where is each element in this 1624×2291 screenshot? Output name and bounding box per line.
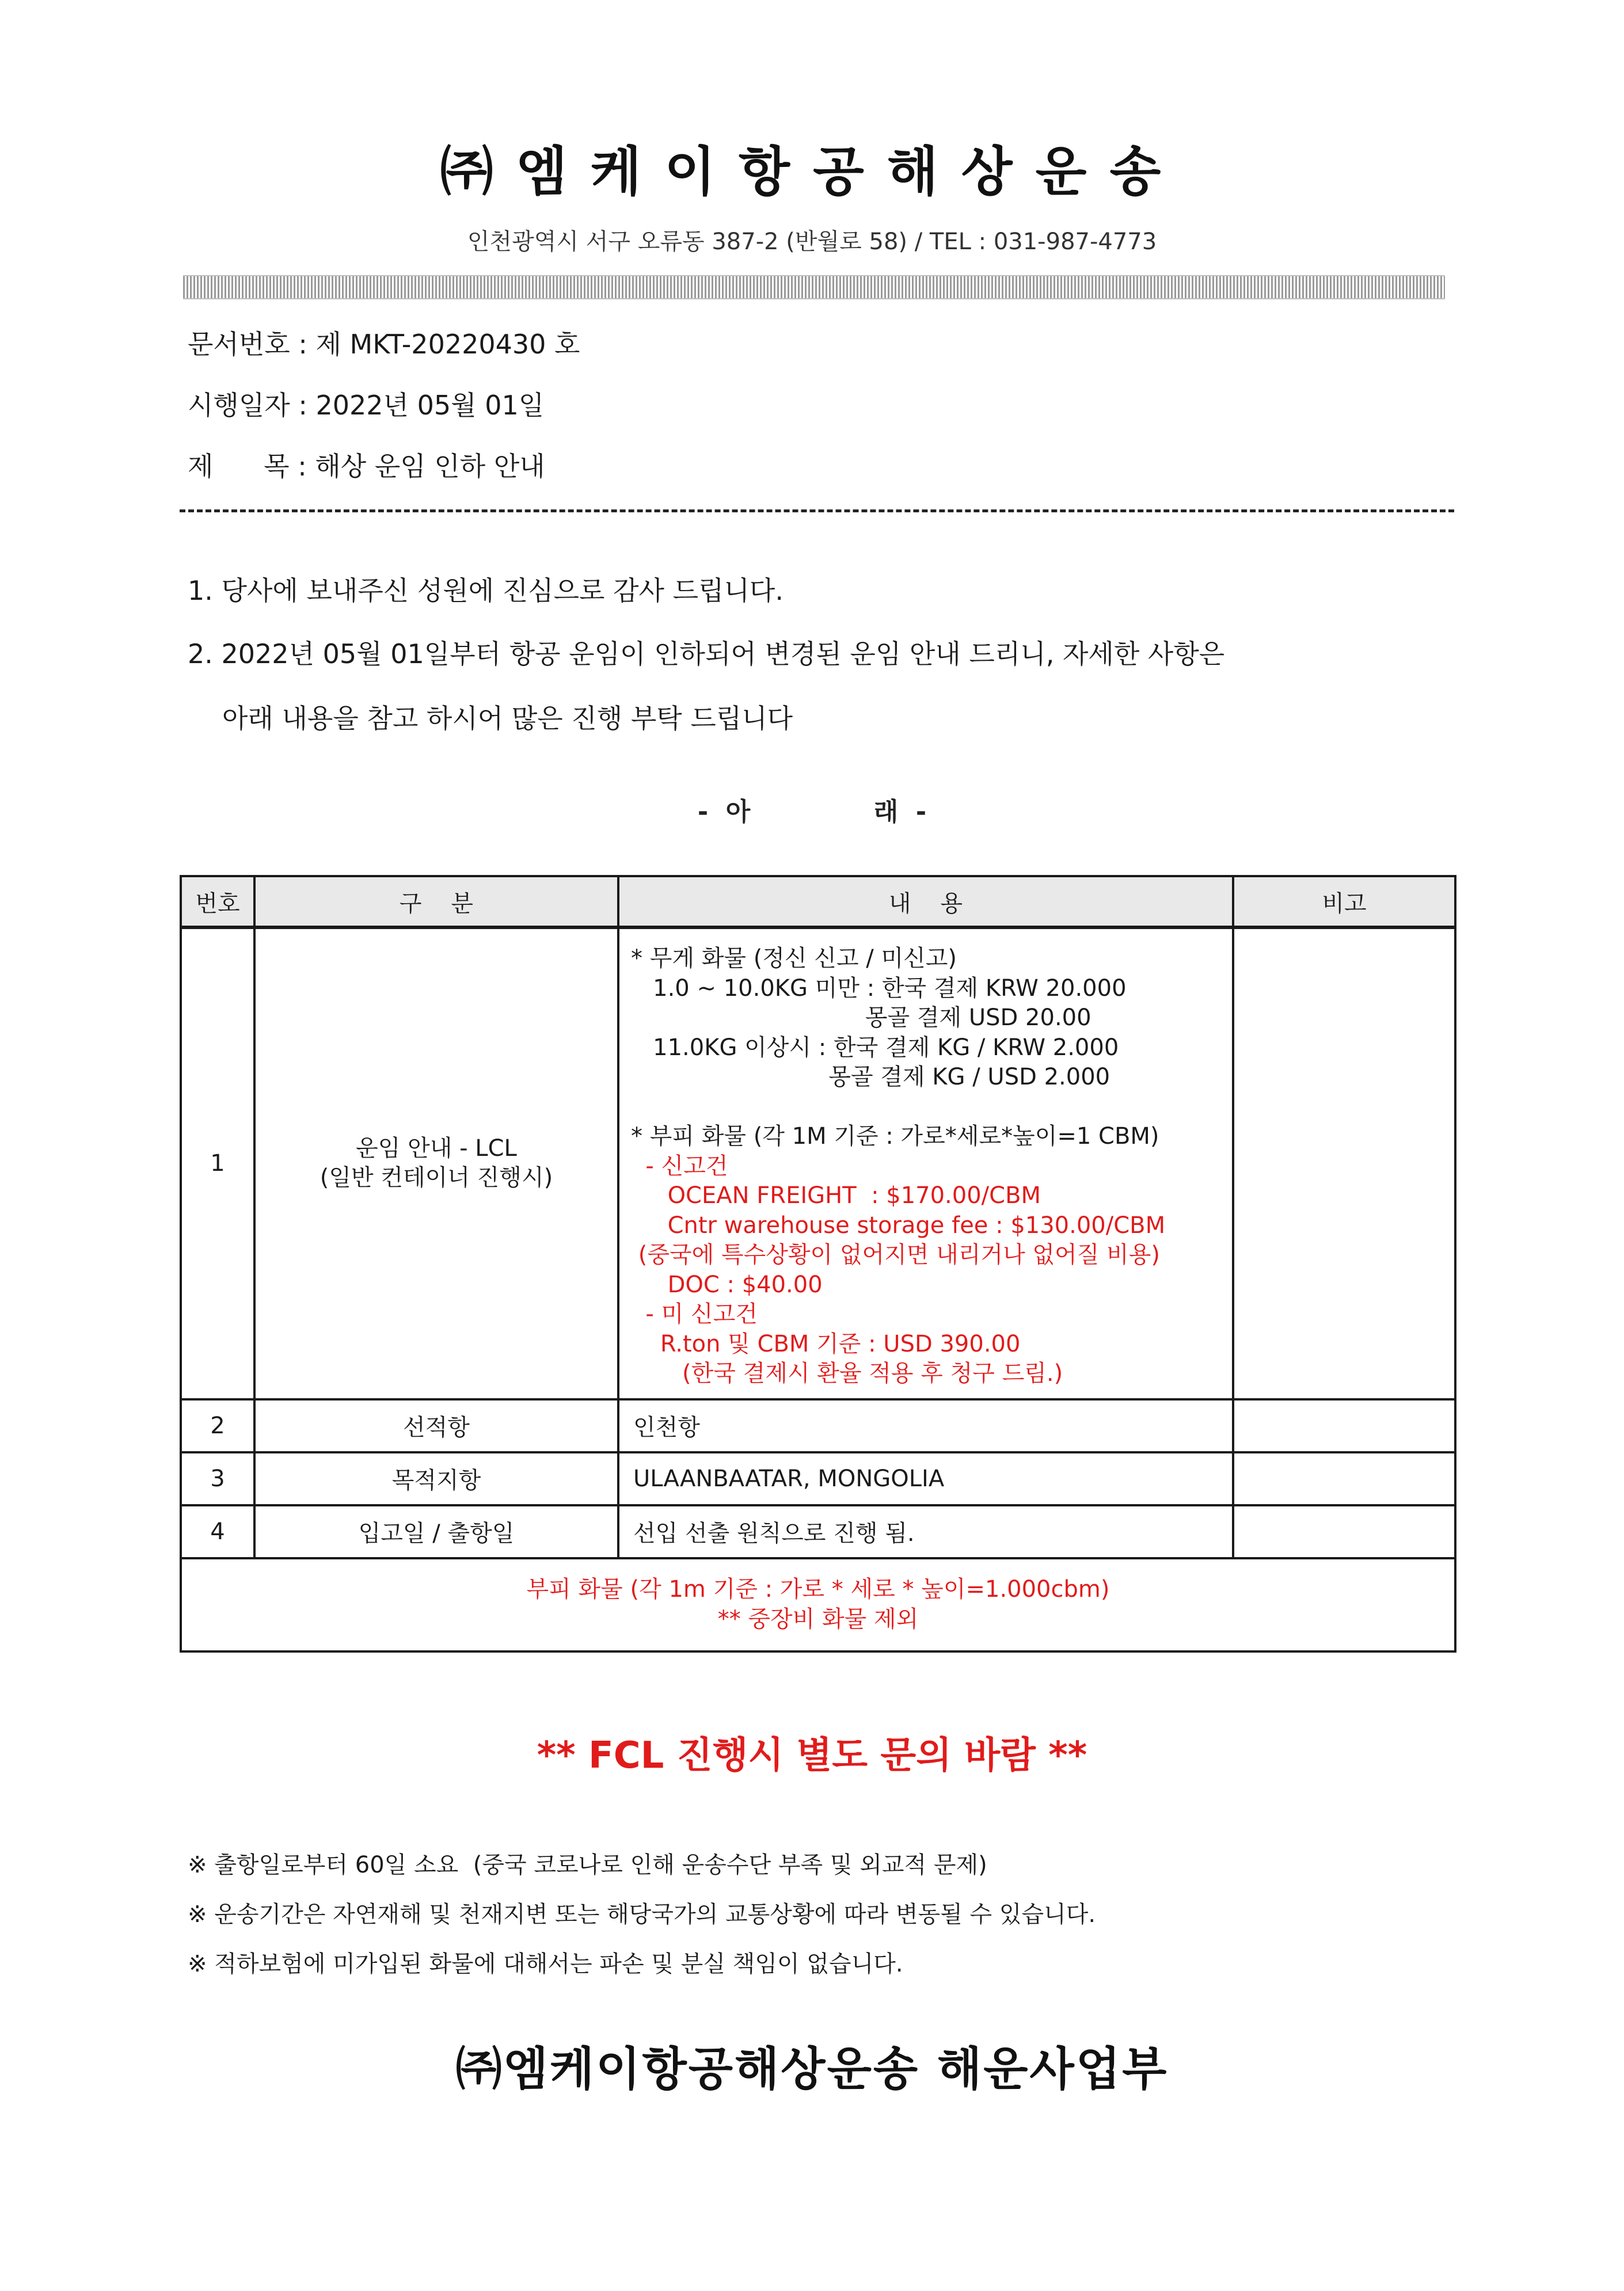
category-line: 운임 안내 - LCL [356,1135,517,1162]
note-line: 부피 화물 (각 1m 기준 : 가로 * 세로 * 높이=1.000cbm) [526,1576,1110,1603]
company-address: 인천광역시 서구 오류동 387-2 (반월로 58) / TEL : 031-987-4773 [467,229,1157,255]
content-line: Cntr warehouse storage fee : $130.00/CBM [631,1212,1166,1239]
footnote: ※ 출항일로부터 60일 소요 (중국 코로나로 인해 운송수단 부족 및 외교적 문제) [188,1852,987,1878]
content-line: 몽골 결제 USD 20.00 [631,1004,1091,1031]
content-line: DOC : $40.00 [631,1271,823,1298]
header-category: 구 분 [254,876,618,927]
content-line: 11.0KG 이상시 : 한국 결제 KG / KRW 2.000 [631,1034,1119,1061]
note-line: ** 중장비 화물 제외 [717,1605,919,1632]
table-row [181,1452,1455,1505]
row-remark [1233,1452,1455,1505]
row-category: 선적항 [254,1399,618,1452]
table-header-row [181,876,1455,927]
row-category: 입고일 / 출항일 [254,1505,618,1558]
table-note [181,1558,1455,1651]
row-content: 인천항 [618,1399,1233,1452]
company-title: ㈜엠케이항공해상운송 [440,141,1184,203]
row-category [254,927,618,1399]
paragraph-2-line-2: 아래 내용을 참고 하시어 많은 진행 부탁 드립니다 [222,703,793,734]
rate-table [180,875,1456,1653]
row-number: 4 [181,1505,254,1558]
row-content [618,927,1233,1399]
header-remark: 비고 [1233,876,1455,927]
table-row [181,1505,1455,1558]
footnote: ※ 운송기간은 자연재해 및 천재지변 또는 해당국가의 교통상황에 따라 변동될 수 있습니다. [188,1901,1096,1928]
content-line [631,1093,1232,1122]
table-row [181,927,1455,1399]
content-line: OCEAN FREIGHT : $170.00/CBM [631,1182,1041,1209]
subject: 제 목 : 해상 운임 인하 안내 [188,451,545,482]
content-line: (중국에 특수상황이 없어지면 내리거나 없어질 비용) [631,1242,1160,1268]
content-line: - 신고건 [631,1152,728,1179]
paragraph-2-line-1: 2. 2022년 05월 01일부터 항공 운임이 인하되어 변경된 운임 안내 드리니, 자세한 사항은 [188,638,1225,669]
row-number: 3 [181,1452,254,1505]
table-row [181,1399,1455,1452]
paragraph-1: 1. 당사에 보내주신 성원에 진심으로 감사 드립니다. [188,575,784,606]
row-content: ULAANBAATAR, MONGOLIA [618,1452,1233,1505]
footnote: ※ 적하보험에 미가입된 화물에 대해서는 파손 및 분실 책임이 없습니다. [188,1951,903,1977]
row-category: 목적지항 [254,1452,618,1505]
row-remark [1233,1505,1455,1558]
below-heading: - 아 래 - [697,797,927,827]
content-red-block [631,1152,1232,1389]
content-line: 몽골 결제 KG / USD 2.000 [631,1064,1110,1090]
header-number: 번호 [181,876,254,927]
fcl-notice: ** FCL 진행시 별도 문의 바람 ** [537,1734,1087,1777]
row-remark [1233,927,1455,1399]
row-remark [1233,1399,1455,1452]
content-line: (한국 결제시 환율 적용 후 청구 드림.) [631,1360,1063,1387]
dashed-divider [180,509,1454,512]
row-number: 1 [181,927,254,1399]
content-black-block [631,944,1232,1152]
row-content: 선입 선출 원칙으로 진행 됨. [618,1505,1233,1558]
content-line: R.ton 및 CBM 기준 : USD 390.00 [631,1330,1021,1357]
content-line: 1.0 ~ 10.0KG 미만 : 한국 결제 KRW 20.000 [631,975,1127,1002]
closing-signature: ㈜엠케이항공해상운송 해운사업부 [455,2042,1169,2096]
content-line: * 무게 화물 (정신 신고 / 미신고) [631,945,957,972]
category-line: (일반 컨테이너 진행시) [320,1164,553,1192]
content-line: * 부피 화물 (각 1M 기준 : 가로*세로*높이=1 CBM) [631,1123,1159,1150]
content-line: - 미 신고건 [631,1301,758,1327]
issue-date: 시행일자 : 2022년 05월 01일 [188,390,545,421]
document-number: 문서번호 : 제 MKT-20220430 호 [188,329,580,360]
hatched-divider [183,275,1445,299]
row-number: 2 [181,1399,254,1452]
table-note-row [181,1558,1455,1651]
header-content: 내 용 [618,876,1233,927]
